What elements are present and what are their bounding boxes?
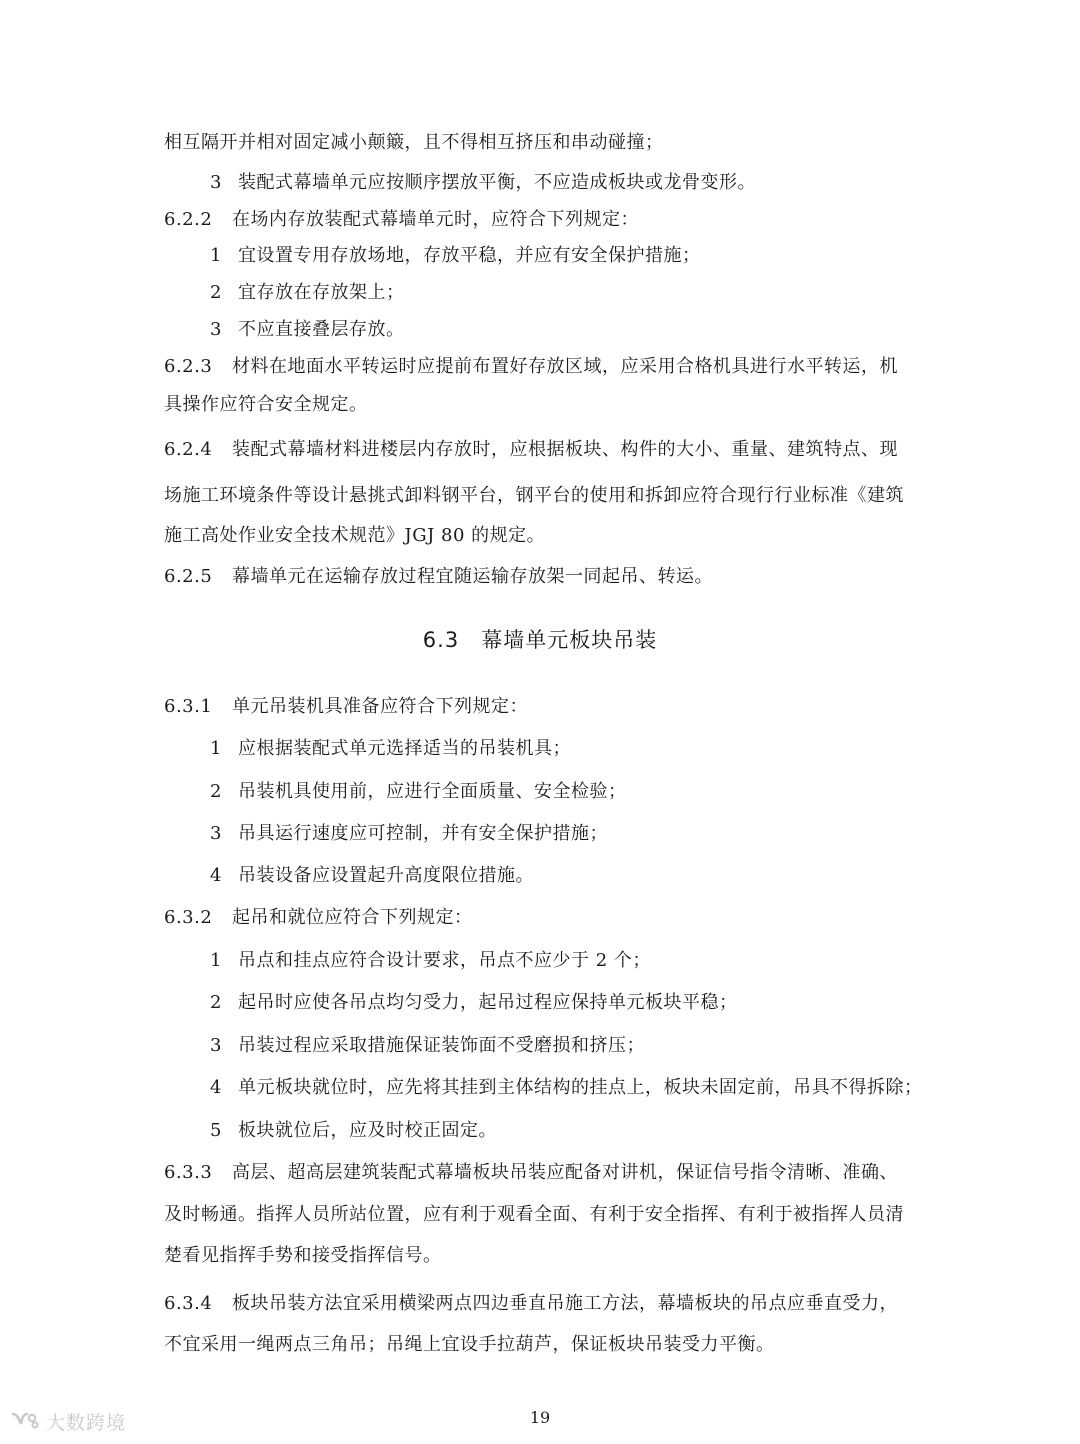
item-number: 3 [210,172,222,193]
section-heading [0,626,1080,654]
clause-number: 6.2.3 [164,356,213,377]
item-number: 4 [210,1077,222,1098]
clause-text: 装配式幕墙材料进楼层内存放时，应根据板块、构件的大小、重量、建筑特点、现 [232,439,898,460]
item-text: 板块就位后，应及时校正固定。 [238,1120,497,1141]
item-number: 5 [210,1120,222,1141]
clause [164,1161,898,1185]
item-text: 吊具运行速度应可控制，并有安全保护措施； [238,823,608,844]
item-number: 3 [210,823,222,844]
clause-text: 起吊和就位应符合下列规定： [232,907,473,928]
item-number: 1 [210,950,222,971]
clause [164,355,898,379]
item-number: 2 [210,282,222,303]
list-item [210,864,534,888]
clause-number: 6.3.4 [164,1293,213,1314]
section-title: 幕墙单元板块吊装 [481,628,658,652]
item-number: 3 [210,1035,222,1056]
item-text: 单元板块就位时，应先将其挂到主体结构的挂点上，板块未固定前，吊具不得拆除； [238,1077,923,1098]
clause [164,208,639,232]
page-number: 19 [529,1408,551,1427]
clause-number: 6.2.2 [164,209,213,230]
item-text: 吊装机具使用前，应进行全面质量、安全检验； [238,781,627,802]
item-number: 1 [210,738,222,759]
paragraph-line: 及时畅通。指挥人员所站位置，应有利于观看全面、有利于安全指挥、有利于被指挥人员清 [164,1204,904,1225]
list-item [210,737,571,761]
clause [164,1292,898,1316]
list-item [210,1034,645,1058]
clause-text: 板块吊装方法宜采用横梁两点四边垂直吊施工方法，幕墙板块的吊点应垂直受力， [232,1293,898,1314]
item-text: 不应直接叠层存放。 [238,319,405,340]
list-item [210,949,651,973]
clause-number: 6.2.4 [164,439,213,460]
clause [164,438,898,462]
list-item [210,244,701,268]
item-number: 1 [210,245,222,266]
clause-text: 单元吊装机具准备应符合下列规定： [232,696,528,717]
section-number: 6.3 [422,628,460,652]
clause-text: 高层、超高层建筑装配式幕墙板块吊装应配备对讲机，保证信号指令清晰、准确、 [232,1162,898,1183]
item-number: 2 [210,781,222,802]
item-text: 装配式幕墙单元应按顺序摆放平衡，不应造成板块或龙骨变形。 [238,172,756,193]
clause [164,906,473,930]
list-item [210,318,405,342]
clause-number: 6.3.2 [164,907,213,928]
paragraph-line: 具操作应符合安全规定。 [164,394,368,415]
clause-text: 材料在地面水平转运时应提前布置好存放区域，应采用合格机具进行水平转运，机 [232,356,898,377]
item-text: 宜设置专用存放场地，存放平稳，并应有安全保护措施； [238,245,701,266]
clause-number: 6.2.5 [164,566,213,587]
paragraph-line: 楚看见指挥手势和接受指挥信号。 [164,1245,442,1266]
item-text: 起吊时应使各吊点均匀受力，起吊过程应保持单元板块平稳； [238,992,738,1013]
clause-text: 幕墙单元在运输存放过程宜随运输存放架一同起吊、转运。 [232,566,713,587]
watermark [10,1407,126,1435]
list-item [210,780,627,804]
item-text: 应根据装配式单元选择适当的吊装机具； [238,738,571,759]
list-item [210,171,756,195]
item-text: 宜存放在存放架上； [238,282,405,303]
list-item [210,1076,923,1100]
clause-number: 6.3.1 [164,696,213,717]
item-text: 吊装设备应设置起升高度限位措施。 [238,865,534,886]
clause-number: 6.3.3 [164,1162,213,1183]
list-item [210,822,608,846]
clause [164,565,713,589]
list-item [210,1119,497,1143]
item-number: 4 [210,865,222,886]
paragraph-line: 场施工环境条件等设计悬挑式卸料钢平台，钢平台的使用和拆卸应符合现行行业标准《建筑 [164,485,904,506]
item-text: 吊装过程应采取措施保证装饰面不受磨损和挤压； [238,1035,645,1056]
watermark-text: 大数跨境 [46,1411,127,1434]
paragraph-line: 相互隔开并相对固定减小颠簸，且不得相互挤压和串动碰撞； [164,132,664,153]
list-item [210,991,738,1015]
list-item [210,281,405,305]
clause [164,695,528,719]
paragraph-line: 施工高处作业安全技术规范》JGJ 80 的规定。 [164,525,546,546]
wechat-channel-icon [10,1408,40,1434]
paragraph-line: 不宜采用一绳两点三角吊；吊绳上宜设手拉葫芦，保证板块吊装受力平衡。 [164,1334,775,1355]
clause-text: 在场内存放装配式幕墙单元时，应符合下列规定： [232,209,639,230]
item-number: 3 [210,319,222,340]
item-number: 2 [210,992,222,1013]
item-text: 吊点和挂点应符合设计要求，吊点不应少于 2 个； [238,950,651,971]
